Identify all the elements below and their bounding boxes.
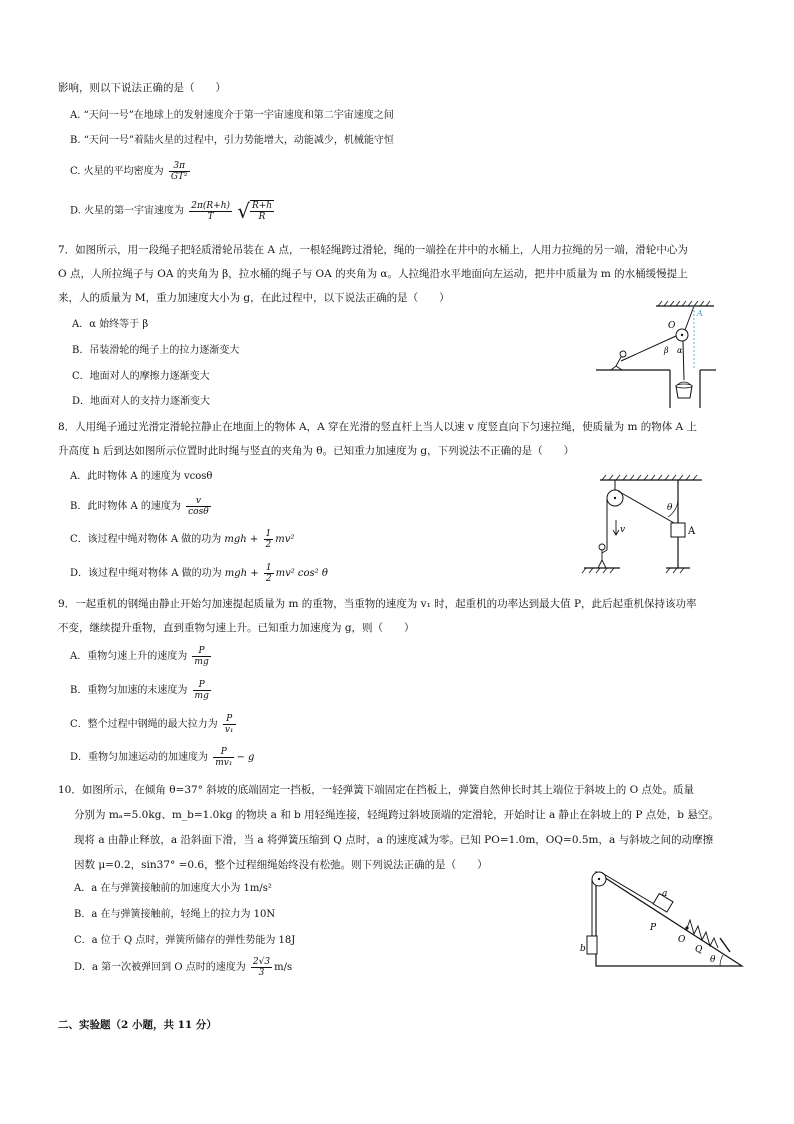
q9-c-numerator: P bbox=[223, 714, 236, 725]
q10-option-a: A．a 在与弹簧接触前的加速度大小为 1m/s² bbox=[74, 883, 272, 894]
q9-option-b-text: B．重物匀加速的末速度为 bbox=[70, 685, 188, 696]
label-theta: θ bbox=[667, 503, 673, 513]
q7-well-pulley-figure bbox=[596, 298, 716, 408]
label-a: A bbox=[688, 526, 696, 537]
q10-option-b: B．a 在与弹簧接触前，轻绳上的拉力为 10N bbox=[74, 909, 276, 920]
q8-d-half bbox=[264, 563, 274, 584]
q6-option-d-text: D. 火星的第一宇宙速度为 bbox=[70, 205, 185, 217]
q7-option-c: C．地面对人的摩擦力逐渐变大 bbox=[72, 371, 210, 382]
q6-option-a: A. “天问一号”在地球上的发射速度介于第一宇宙速度和第二宇宙速度之间 bbox=[70, 110, 394, 121]
q8-d-expr: mgh + bbox=[224, 568, 259, 579]
q8-c-expr: mgh + bbox=[224, 534, 259, 545]
q10-stem-line1: 10．如图所示，在倾角 θ=37° 斜坡的底端固定一挡板，一轻弹簧下端固定在挡板上，弹簧自然伸长时其上端位于斜坡上的 O 点处。质量 bbox=[58, 784, 695, 796]
q9-option-c-text: C．整个过程中钢绳的最大拉力为 bbox=[70, 719, 218, 730]
q9-stem-line2: 不变，继续提升重物，直到重物匀速上升。已知重力加速度为 g，则（ ） bbox=[58, 622, 415, 634]
q6-root-numerator: R+h bbox=[251, 201, 273, 211]
q8-d-half-numerator: 1 bbox=[265, 563, 272, 573]
q9-option-c bbox=[70, 712, 238, 738]
q8-c-half-denominator: 2 bbox=[265, 540, 272, 550]
q9-d-denominator: mv₁ bbox=[215, 758, 233, 768]
q10-option-d-fraction bbox=[251, 957, 272, 978]
q10-d-denominator: 3 bbox=[258, 968, 265, 978]
pulley-center bbox=[681, 334, 683, 336]
q7-stem-line3: 来，人的质量为 M，重力加速度大小为 g，在此过程中，以下说法正确的是（ ） bbox=[58, 292, 450, 304]
q8-b-denominator: cosθ bbox=[188, 507, 209, 517]
pulley-center bbox=[614, 497, 616, 499]
q9-d-tail: − g bbox=[236, 752, 255, 763]
q9-c-denominator: v₁ bbox=[224, 725, 234, 735]
top-pulley-center bbox=[598, 878, 600, 880]
label-a: A bbox=[697, 309, 703, 318]
q8-c-tail: mv² bbox=[275, 534, 295, 545]
q6-option-b: B. “天问一号”着陆火星的过程中，引力势能增大，动能减少，机械能守恒 bbox=[70, 135, 394, 146]
q6-c-numerator: 3π bbox=[169, 161, 190, 172]
q10-option-c: C．a 位于 Q 点时，弹簧所储存的弹性势能为 18J bbox=[74, 935, 296, 946]
q9-option-c-fraction bbox=[223, 714, 236, 735]
q6-option-d bbox=[70, 196, 276, 227]
q8-b-numerator: v bbox=[186, 496, 211, 507]
block-b bbox=[587, 936, 597, 954]
q6-option-d-fraction bbox=[189, 201, 232, 222]
q7-stem-line1: 7．如图所示，用一段绳子把轻质滑轮吊装在 A 点，一根轻绳跨过滑轮，绳的一端拴在井中的水桶上，人用力拉绳的另一端，滑轮中心为 bbox=[58, 244, 688, 256]
ceiling-hatch bbox=[602, 475, 697, 480]
q10-option-d bbox=[74, 955, 292, 981]
q8-option-a: A．此时物体 A 的速度为 vcosθ bbox=[70, 471, 213, 482]
label-b: b bbox=[580, 944, 586, 954]
label-o: O bbox=[678, 935, 686, 945]
q9-b-denominator: mg bbox=[194, 691, 209, 701]
stop-plate bbox=[720, 938, 730, 952]
q8-option-b bbox=[70, 494, 213, 520]
q9-a-denominator: mg bbox=[194, 657, 209, 667]
q9-option-b-fraction bbox=[193, 680, 211, 701]
q7-option-a: A．α 始终等于 β bbox=[72, 319, 149, 330]
q10-d-numerator: 2√3 bbox=[252, 957, 271, 967]
q8-option-b-text: B．此时物体 A 的速度为 bbox=[70, 501, 181, 512]
label-o: O bbox=[668, 321, 676, 331]
label-v: v bbox=[620, 525, 626, 535]
q9-option-a-fraction bbox=[192, 646, 210, 667]
q10-stem-line4: 因数 μ=0.2，sin37° =0.6，整个过程细绳始终没有松弛。则下列说法正确的是（ ） bbox=[74, 859, 488, 871]
q7-option-d: D．地面对人的支持力逐渐变大 bbox=[72, 396, 211, 407]
q8-option-b-fraction bbox=[186, 496, 211, 517]
block-a bbox=[671, 523, 685, 537]
label-a: a bbox=[662, 889, 668, 899]
ground-hatch bbox=[582, 568, 684, 573]
q8-option-d-text: D．该过程中绳对物体 A 做的功为 bbox=[70, 568, 222, 579]
q9-stem-line1: 9．一起重机的钢绳由静止开始匀加速提起质量为 m 的重物，当重物的速度为 v₁ 时，起重机的功率达到最大值 P，此后起重机保持该功率 bbox=[58, 598, 697, 610]
label-beta: β bbox=[664, 346, 669, 355]
q6-d-denominator: T bbox=[207, 211, 214, 222]
q10-d-unit: m/s bbox=[274, 962, 293, 973]
q6-sqrt-sign: √ bbox=[237, 199, 250, 223]
q8-option-c bbox=[70, 527, 294, 553]
q10-option-d-text: D．a 第一次被弹回到 O 点时的速度为 bbox=[74, 962, 246, 973]
q8-pulley-rod-figure bbox=[578, 468, 708, 576]
q8-c-half bbox=[264, 529, 274, 550]
q6-option-c bbox=[70, 158, 192, 186]
q6-d-numerator: 2π(R+h) bbox=[191, 200, 230, 211]
rope-to-bucket bbox=[683, 341, 684, 380]
q6-option-c-fraction bbox=[169, 161, 190, 182]
q10-stem-line3: 现将 a 由静止释放，a 沿斜面下滑，当 a 将弹簧压缩到 Q 点时，a 的速度减为零。已知 PO=1.0m，OQ=0.5m，a 与斜坡之间的动摩擦 bbox=[74, 834, 714, 846]
label-theta: θ bbox=[710, 955, 716, 965]
q8-option-d bbox=[70, 561, 328, 587]
q6-stem-continuation: 影响，则以下说法正确的是（ ） bbox=[58, 82, 226, 94]
label-alpha: α bbox=[677, 346, 683, 355]
q9-option-b bbox=[70, 678, 213, 704]
q7-stem-line2: O 点，人所拉绳子与 OA 的夹角为 β，拉水桶的绳子与 OA 的夹角为 α。人拉绳沿水平地面向左运动，把井中质量为 m 的水桶缓慢提上 bbox=[58, 268, 688, 280]
q8-c-half-numerator: 1 bbox=[265, 529, 272, 539]
person-icon bbox=[611, 351, 626, 370]
q10-incline-figure bbox=[580, 860, 748, 970]
q9-option-a bbox=[70, 644, 213, 670]
label-q: Q bbox=[695, 945, 703, 955]
q7-option-b: B．吊装滑轮的绳子上的拉力逐渐变大 bbox=[72, 345, 240, 356]
section-heading-experiment: 二、实验题（2 小题，共 11 分） bbox=[58, 1019, 217, 1031]
q8-stem-line1: 8．人用绳子通过光滑定滑轮拉静止在地面上的物体 A，A 穿在光滑的竖直杆上当人以速 v 度竖直向下匀速拉绳，使质量为 m 的物体 A 上 bbox=[58, 421, 698, 433]
bucket-icon bbox=[676, 382, 692, 398]
q9-d-numerator: P bbox=[213, 747, 234, 758]
ceiling-hatch bbox=[658, 301, 710, 306]
person-icon bbox=[598, 544, 607, 568]
q10-stem-line2: 分别为 mₐ=5.0kg、m_b=1.0kg 的物块 a 和 b 用轻绳连接，轻绳跨过斜坡顶端的定滑轮，开始时让 a 静止在斜坡上的 P 点处，b 悬空。 bbox=[74, 809, 719, 821]
rope-to-block bbox=[618, 491, 674, 523]
suspension-rope bbox=[685, 306, 694, 330]
label-p: P bbox=[650, 923, 657, 933]
q8-d-half-denominator: 2 bbox=[265, 574, 272, 584]
q9-a-numerator: P bbox=[192, 646, 210, 657]
q9-option-d-fraction bbox=[213, 747, 234, 768]
q8-d-tail: mv² cos² θ bbox=[275, 568, 328, 579]
q6-c-denominator: GT² bbox=[170, 172, 188, 182]
q8-option-c-text: C．该过程中绳对物体 A 做的功为 bbox=[70, 534, 222, 545]
q6-option-d-root bbox=[250, 200, 274, 222]
q8-stem-line2: 升高度 h 后到达如图所示位置时此时绳与竖直的夹角为 θ。已知重力加速度为 g，下列说法不正确的是（ ） bbox=[58, 445, 575, 457]
incline-triangle bbox=[596, 872, 742, 966]
q9-option-d-text: D．重物匀加速运动的加速度为 bbox=[70, 752, 209, 763]
q9-b-numerator: P bbox=[193, 680, 211, 691]
q9-option-a-text: A．重物匀速上升的速度为 bbox=[70, 651, 188, 662]
q6-option-c-text: C. 火星的平均密度为 bbox=[70, 166, 164, 177]
q9-option-d bbox=[70, 745, 254, 771]
q6-root-denominator: R bbox=[258, 212, 266, 222]
